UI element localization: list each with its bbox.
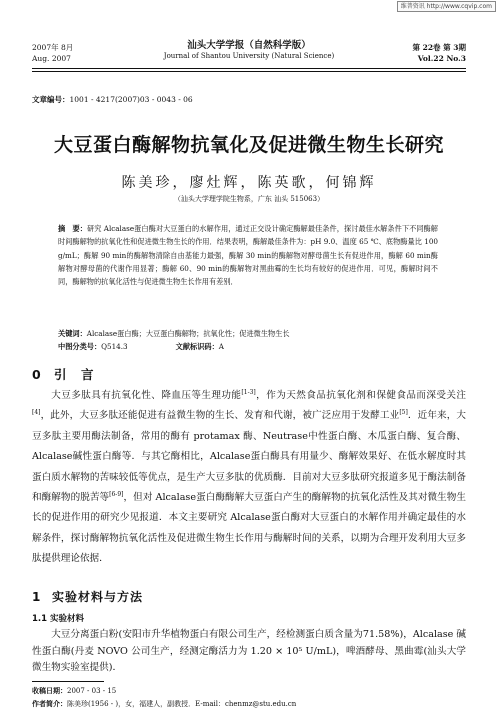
subsection-heading-materials	[32, 612, 84, 624]
header-volume-cn: 第 22卷 第 3期	[412, 43, 466, 52]
abstract-text: 研究 Alcalase蛋白酶对大豆蛋白的水解作用，通过正交设计确定酶解最佳条件，探讨最佳水解条件下不同酶解时间酶解物的抗氧化性和促进微生物生长的作用．结果表明，酶解最佳条件为：pH 9.0、温度 65 ℃、底物酶量比 100 g/mL；酶解 90 min的酶解物清除自由基能力最强，酶解 30 min的酶解物对酵母菌生长有促进作用，酶解 60 min酶解物对酵母菌的代谢作用显著；酶解 60、90 min的酶解物对黑曲霉的生长均有较好的促进作用．可见，酶解时间不同，酶解物的抗氧化活性与促进微生物生长作用有差别．	[58, 224, 438, 287]
intro-text: ，但对 Alcalase蛋白酶酶解大豆蛋白产生的酶解物的抗氧化活性及其对微生物生长的促进作用的研究少见报道．本文主要研究 Alcalase蛋白酶对大豆蛋白的水解作用并确定最佳的水解条件，探讨酶解物抗氧化活性及促进微生物生长作用与酶解时间的关系，以期为合理开发利用大豆多肽提供理论依据．	[32, 492, 467, 565]
keywords	[58, 328, 438, 340]
header-journal-en: Journal of Shantou University (Natural Science)	[163, 52, 335, 60]
section-title: 引 言	[54, 367, 95, 382]
classification	[58, 341, 438, 353]
paper-authors: 陈美珍，廖灶辉，陈英歌，何锦辉	[121, 175, 377, 191]
header-date-en: Aug. 2007	[32, 54, 71, 63]
materials-paragraph: 大豆分离蛋白粉(安阳市升华植物蛋白有限公司生产，经检测蛋白质含量为71.58%)，Alcalase 碱性蛋白酶(丹麦 NOVO 公司生产，经测定酶活力为 1.20 × 10⁵ U/mL)，啤酒酵母、黑曲霉(汕头大学微生物实验室提供)．	[32, 629, 466, 673]
author-bio-label: 作者简介：	[32, 700, 67, 708]
article-number-value: 1001 - 4217(2007)03 - 0043 - 06	[69, 95, 193, 104]
footnote-received	[32, 686, 116, 697]
citation: [5]	[399, 409, 408, 417]
header-rule	[32, 68, 466, 69]
footnote-author	[32, 699, 296, 710]
section-number: 0	[32, 367, 42, 382]
intro-text: ．近年来，大豆多肽主要用酶法制备，常用的酶有 protamax 酶、Neutrase中性蛋白酶、木瓜蛋白酶、复合酶、Alcalase碱性蛋白酶等．与其它酶相比，Alcalase蛋白酶具有用量少、酶解效果好、在低水解度时其蛋白质水解物的苦味较低等优点，是生产大豆多肽的优质酶．目前对大豆多肽研究报道多见于酶法制备和酶解物的脱苦等	[32, 410, 466, 504]
paper-title: 大豆蛋白酶解物抗氧化及促进微生物生长研究	[53, 134, 444, 156]
section-heading-intro	[32, 365, 95, 383]
doc-code-label: 文献标识码：	[175, 342, 219, 351]
header-date-cn: 2007年 8月	[32, 43, 74, 52]
header-volume	[413, 42, 467, 64]
received-value: 2007 - 03 - 15	[67, 687, 117, 695]
keywords-label: 关键词：	[58, 329, 87, 338]
keywords-text: Alcalase蛋白酶；大豆蛋白酶解物；抗氧化性；促进微生物生长	[86, 329, 290, 338]
doc-code-value: A	[218, 342, 224, 351]
received-label: 收稿日期：	[32, 687, 67, 695]
intro-text: ，此外，大豆多肽还能促进有益微生物的生长、发育和代谢，被广泛应用于发酵工业	[40, 410, 400, 422]
header-journal-cn: 汕头大学学报（自然科学版）	[187, 40, 311, 51]
intro-text: ，作为天然食品抗氧化剂和保健食品而深受关注	[255, 390, 467, 401]
intro-paragraph	[32, 386, 466, 570]
section-number: 1	[32, 590, 42, 604]
citation: [4]	[32, 409, 41, 417]
subsection-number: 1.1	[32, 614, 48, 624]
paper-affiliation: （汕头大学理学院生物系，广东 汕头 515063）	[173, 195, 325, 203]
header-rule-thin	[32, 71, 466, 72]
watermark-stamp: 维普资讯 http://www.cqvip.com	[397, 1, 496, 12]
citation: [1-3]	[241, 388, 256, 396]
classification-label: 中图分类号：	[58, 342, 102, 351]
intro-text: 大豆多肽具有抗氧化性、降血压等生理功能	[51, 390, 242, 401]
section-heading-methods	[32, 588, 143, 605]
abstract	[58, 222, 438, 288]
author-bio-value: 陈美珍(1956 - )，女，福建人，副教授．E-mail：chenmz@stu.edu.cn	[67, 700, 297, 708]
header-volume-en: Vol.22 No.3	[417, 54, 466, 63]
citation: [6-9]	[109, 490, 124, 498]
subsection-title: 实验材料	[50, 614, 85, 624]
section-title: 实验材料与方法	[52, 590, 144, 604]
classification-value: Q514.3	[101, 342, 128, 351]
abstract-label: 摘 要：	[58, 224, 87, 233]
article-number	[32, 94, 193, 105]
footnote-rule	[32, 681, 104, 682]
article-number-label: 文章编号：	[32, 95, 70, 104]
